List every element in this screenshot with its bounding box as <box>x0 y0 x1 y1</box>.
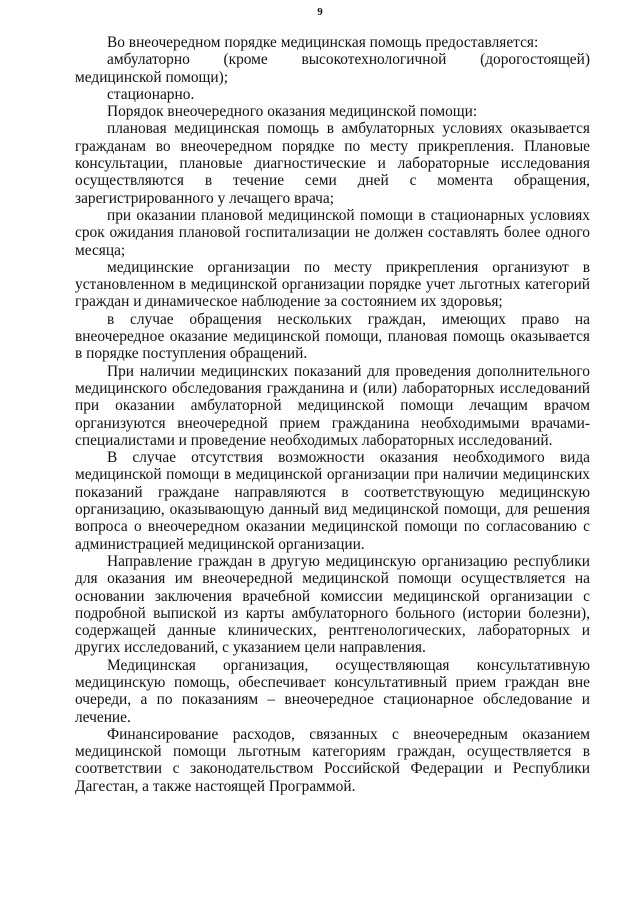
paragraph: плановая медицинская помощь в амбулаторных условиях оказывается гражданам во внеочередном порядке по месту прикрепления. Плановые консультации, плановые диагностические и лабораторные исследования осуществляются в течение семи дней с момента обращения, зарегистрированного у лечащего врача; <box>75 120 590 207</box>
paragraph: в случае обращения нескольких граждан, имеющих право на внеочередное оказание медицинской помощи, плановая помощь оказывается в порядке поступления обращений. <box>75 310 590 363</box>
paragraph: стационарно. <box>107 85 195 103</box>
paragraph: Направление граждан в другую медицинскую организацию республики для оказания им внеочередной медицинской помощи осуществляется на основании заключения врачебной комиссии медицинской организации с подробной выпиской из карты амбулаторного больного (истории болезни), содержащей данные клинических, рентгенологических, лабораторных и других исследований, с указанием цели направления. <box>75 552 590 657</box>
paragraph: Порядок внеочередного оказания медицинской помощи: <box>107 103 478 121</box>
paragraph: Во внеочередном порядке медицинская помощь предоставляется: <box>107 34 539 51</box>
paragraph: амбулаторно (кроме высокотехнологичной (дорогостоящей) медицинской помощи); <box>75 51 590 86</box>
paragraph: При наличии медицинских показаний для проведения дополнительного медицинского обследования гражданина и (или) лабораторных исследований при оказании амбулаторной медицинской помощи лечащим врачом организуются внеочередной прием гражданина необходимыми врачами-специалистами и проведение необходимых лабораторных исследований. <box>75 362 590 449</box>
page-number: 9 <box>317 6 323 18</box>
paragraph: при оказании плановой медицинской помощи в стационарных условиях срок ожидания плановой госпитализации не должен составлять более одного месяца; <box>75 206 590 259</box>
paragraph: Медицинская организация, осуществляющая консультативную медицинскую помощь, обеспечивает консультативный прием граждан вне очереди, а по показаниям – внеочередное стационарное обследование и лечение. <box>75 656 590 726</box>
paragraph: В случае отсутствия возможности оказания необходимого вида медицинской помощи в медицинской организации при наличии медицинских показаний граждане направляются в соответствующую медицинскую организацию, оказывающую данный вид медицинской помощи, для решения вопроса о внеочередном оказании медицинской помощи по согласованию с администрацией медицинской организации. <box>75 449 590 553</box>
paragraph: Финансирование расходов, связанных с внеочередным оказанием медицинской помощи льготным категориям граждан, осуществляется в соответствии с законодательством Российской Федерации и Республики Дагестан, а также настоящей Программой. <box>75 725 590 795</box>
document-body <box>75 34 590 795</box>
paragraph: медицинские организации по месту прикрепления организуют в установленном в медицинской организации порядке учет льготных категорий граждан и динамическое наблюдение за состоянием их здоровья; <box>75 258 590 311</box>
